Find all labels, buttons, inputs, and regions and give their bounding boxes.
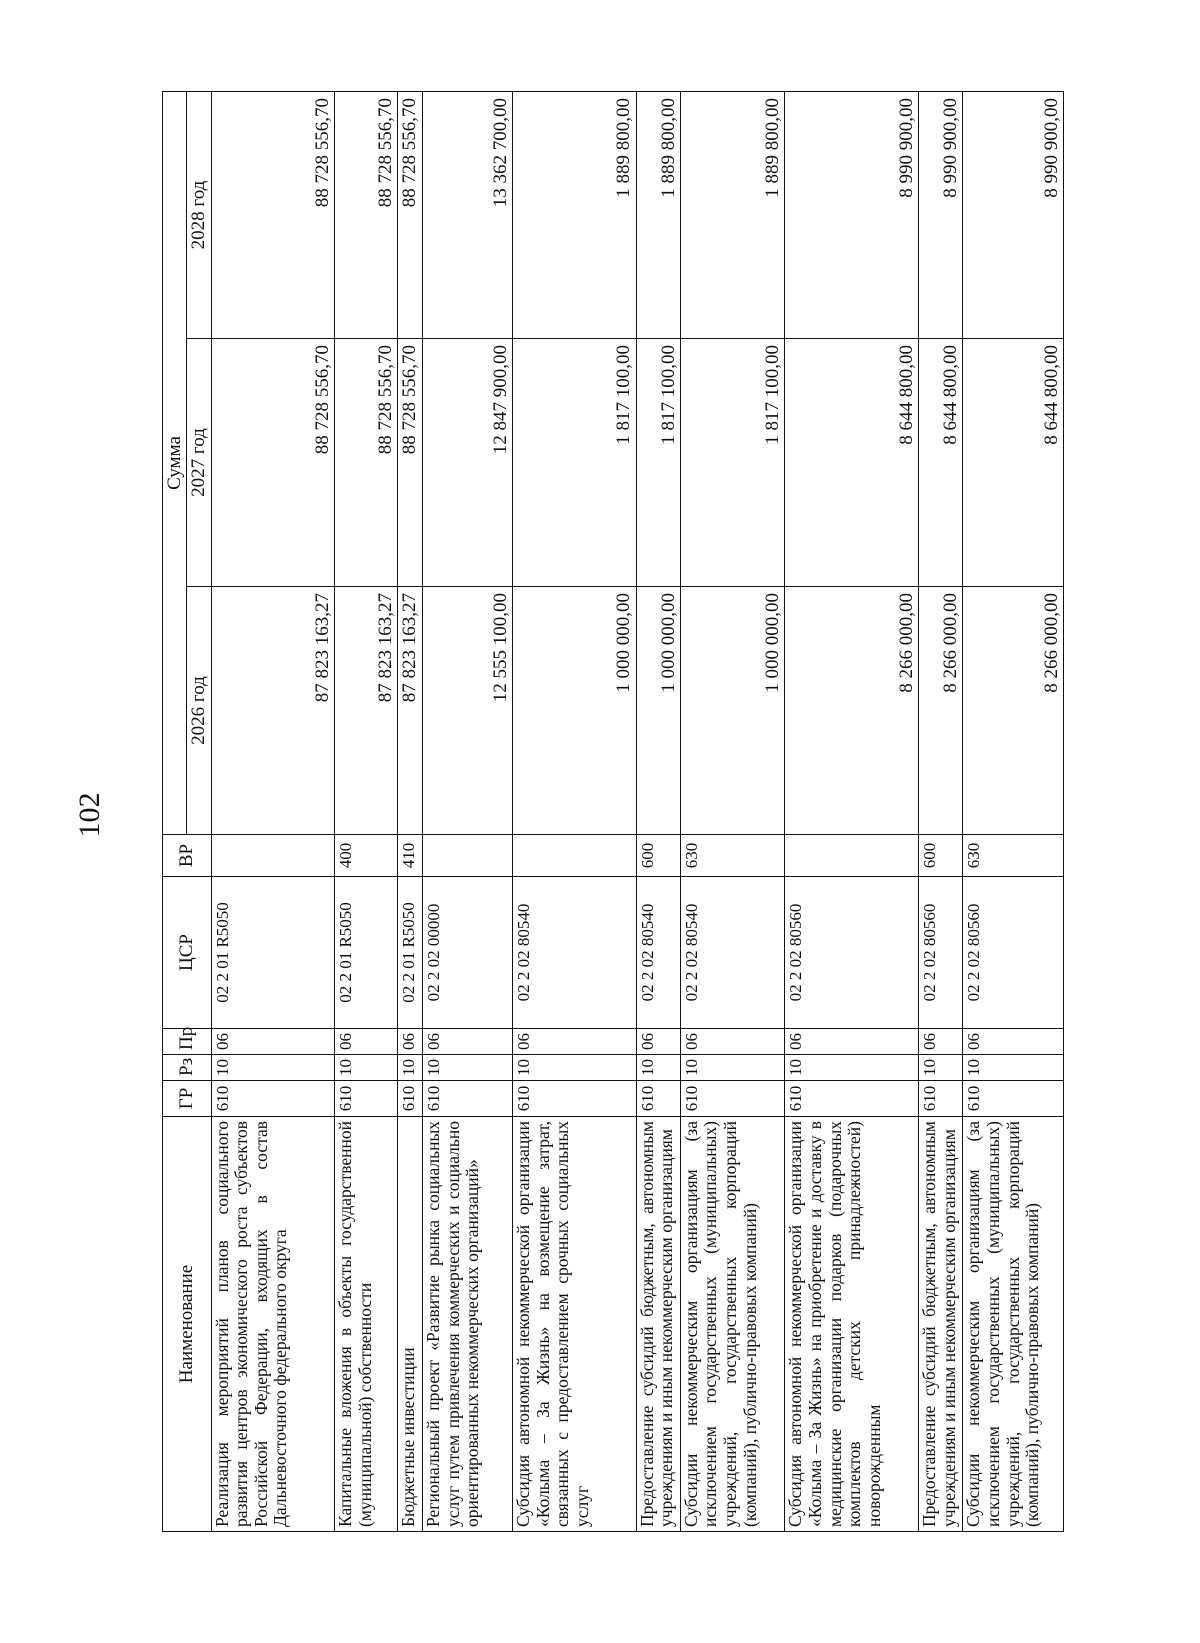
- row-sum-2026-cell: 87 823 163,27: [335, 587, 398, 835]
- header-pr: Пр: [163, 1029, 212, 1055]
- row-sum-2028-cell: 1 889 800,00: [513, 92, 636, 339]
- row-vr-cell: 630: [963, 835, 1064, 877]
- row-vr-cell: 410: [397, 835, 422, 877]
- table-row: [513, 92, 636, 1532]
- row-name-cell: Предоставление субсидий бюджетным, автономным учреждениям и иным некоммерческим организациям: [636, 1117, 680, 1532]
- table-row: [919, 92, 963, 1532]
- row-pr-cell: 06: [963, 1029, 1064, 1055]
- row-rz-cell: 10: [335, 1055, 398, 1081]
- row-sum-2028-cell: 1 889 800,00: [680, 92, 785, 339]
- budget-table-container: [162, 92, 1064, 1532]
- row-sum-2028-cell: 88 728 556,70: [335, 92, 398, 339]
- row-sum-2028-cell: 8 990 900,00: [785, 92, 919, 339]
- row-rz-cell: 10: [963, 1055, 1064, 1081]
- header-csr: ЦСР: [163, 877, 212, 1029]
- row-pr-cell: 06: [513, 1029, 636, 1055]
- page-number: 102: [73, 792, 106, 838]
- row-rz-cell: 10: [785, 1055, 919, 1081]
- row-sum-2026-cell: 1 000 000,00: [636, 587, 680, 835]
- row-csr-cell: 02 2 02 80560: [919, 877, 963, 1029]
- header-year-2028: 2028 год: [187, 92, 211, 339]
- row-vr-cell: [513, 835, 636, 877]
- header-vr: ВР: [163, 835, 212, 877]
- row-name-cell: Региональный проект «Развитие рынка социальных услуг путем привлечения коммерческих и социально ориентированных некоммерческих организаций»: [423, 1117, 513, 1532]
- row-sum-2026-cell: 1 000 000,00: [680, 587, 785, 835]
- row-sum-2027-cell: 1 817 100,00: [636, 339, 680, 587]
- row-sum-2028-cell: 13 362 700,00: [423, 92, 513, 339]
- table-row: [785, 92, 919, 1532]
- row-csr-cell: 02 2 02 80560: [785, 877, 919, 1029]
- row-rz-cell: 10: [919, 1055, 963, 1081]
- row-csr-cell: 02 2 01 R5050: [335, 877, 398, 1029]
- row-csr-cell: 02 2 01 R5050: [211, 877, 334, 1029]
- row-sum-2026-cell: 1 000 000,00: [513, 587, 636, 835]
- row-sum-2027-cell: 88 728 556,70: [211, 339, 334, 587]
- row-csr-cell: 02 2 02 80540: [636, 877, 680, 1029]
- row-csr-cell: 02 2 02 80560: [963, 877, 1064, 1029]
- row-name-cell: Субсидия автономной некоммерческой организации «Колыма – За Жизнь» на приобретение и доставку в медицинские организации подарков (подарочных комплектов детских принадлежностей) новорожденным: [785, 1117, 919, 1532]
- table-row: [335, 92, 398, 1532]
- row-sum-2027-cell: 8 644 800,00: [963, 339, 1064, 587]
- row-gr-cell: 610: [963, 1081, 1064, 1117]
- row-gr-cell: 610: [211, 1081, 334, 1117]
- row-gr-cell: 610: [423, 1081, 513, 1117]
- header-gr: ГР: [163, 1081, 212, 1117]
- row-name-cell: Субсидия автономной некоммерческой организации «Колыма – За Жизнь» на возмещение затрат, связанных с предоставлением срочных социальных услуг: [513, 1117, 636, 1532]
- row-gr-cell: 610: [335, 1081, 398, 1117]
- row-vr-cell: 600: [636, 835, 680, 877]
- row-rz-cell: 10: [423, 1055, 513, 1081]
- row-gr-cell: 610: [636, 1081, 680, 1117]
- row-vr-cell: 600: [919, 835, 963, 877]
- row-sum-2026-cell: 12 555 100,00: [423, 587, 513, 835]
- row-sum-2026-cell: 87 823 163,27: [211, 587, 334, 835]
- row-name-cell: Капитальные вложения в объекты государственной (муниципальной) собственности: [335, 1117, 398, 1532]
- row-name-cell: Бюджетные инвестиции: [397, 1117, 422, 1532]
- row-pr-cell: 06: [335, 1029, 398, 1055]
- row-pr-cell: 06: [680, 1029, 785, 1055]
- row-sum-2028-cell: 88 728 556,70: [397, 92, 422, 339]
- row-pr-cell: 06: [919, 1029, 963, 1055]
- row-gr-cell: 610: [785, 1081, 919, 1117]
- row-sum-2027-cell: 8 644 800,00: [919, 339, 963, 587]
- row-sum-2027-cell: 8 644 800,00: [785, 339, 919, 587]
- row-vr-cell: 630: [680, 835, 785, 877]
- row-vr-cell: [423, 835, 513, 877]
- budget-table: [162, 91, 1064, 1532]
- row-rz-cell: 10: [636, 1055, 680, 1081]
- row-gr-cell: 610: [680, 1081, 785, 1117]
- table-row: [680, 92, 785, 1532]
- row-vr-cell: [785, 835, 919, 877]
- row-vr-cell: 400: [335, 835, 398, 877]
- header-year-2027: 2027 год: [187, 339, 211, 587]
- table-row: [211, 92, 334, 1532]
- row-sum-2027-cell: 12 847 900,00: [423, 339, 513, 587]
- row-name-cell: Предоставление субсидий бюджетным, автономным учреждениям и иным некоммерческим организациям: [919, 1117, 963, 1532]
- table-row: [423, 92, 513, 1532]
- table-row: [636, 92, 680, 1532]
- row-pr-cell: 06: [636, 1029, 680, 1055]
- row-pr-cell: 06: [397, 1029, 422, 1055]
- row-sum-2026-cell: 8 266 000,00: [785, 587, 919, 835]
- row-csr-cell: 02 2 02 80540: [680, 877, 785, 1029]
- row-sum-2027-cell: 88 728 556,70: [335, 339, 398, 587]
- row-sum-2026-cell: 8 266 000,00: [963, 587, 1064, 835]
- table-row: [963, 92, 1064, 1532]
- table-row: [397, 92, 422, 1532]
- row-sum-2028-cell: 1 889 800,00: [636, 92, 680, 339]
- row-sum-2026-cell: 8 266 000,00: [919, 587, 963, 835]
- row-sum-2028-cell: 8 990 900,00: [919, 92, 963, 339]
- row-sum-2027-cell: 1 817 100,00: [513, 339, 636, 587]
- row-rz-cell: 10: [513, 1055, 636, 1081]
- row-pr-cell: 06: [785, 1029, 919, 1055]
- row-gr-cell: 610: [513, 1081, 636, 1117]
- row-rz-cell: 10: [397, 1055, 422, 1081]
- row-pr-cell: 06: [211, 1029, 334, 1055]
- row-csr-cell: 02 2 02 80540: [513, 877, 636, 1029]
- row-csr-cell: 02 2 02 00000: [423, 877, 513, 1029]
- row-gr-cell: 610: [397, 1081, 422, 1117]
- row-name-cell: Субсидии некоммерческим организациям (за исключением государственных (муниципальных) учреждений, государственных корпораций (компаний), публично-правовых компаний): [963, 1117, 1064, 1532]
- row-sum-2027-cell: 88 728 556,70: [397, 339, 422, 587]
- table-body: [211, 92, 1063, 1532]
- header-year-2026: 2026 год: [187, 587, 211, 835]
- row-rz-cell: 10: [211, 1055, 334, 1081]
- row-rz-cell: 10: [680, 1055, 785, 1081]
- header-name: Наименование: [163, 1117, 212, 1532]
- row-pr-cell: 06: [423, 1029, 513, 1055]
- row-name-cell: Реализация мероприятий планов социального развития центров экономического роста субъектов Российской Федерации, входящих в состав Дальневосточного федерального округа: [211, 1117, 334, 1532]
- row-vr-cell: [211, 835, 334, 877]
- header-sum: Сумма: [163, 92, 187, 835]
- row-sum-2028-cell: 8 990 900,00: [963, 92, 1064, 339]
- row-sum-2026-cell: 87 823 163,27: [397, 587, 422, 835]
- row-sum-2028-cell: 88 728 556,70: [211, 92, 334, 339]
- header-rz: Рз: [163, 1055, 212, 1081]
- row-gr-cell: 610: [919, 1081, 963, 1117]
- row-sum-2027-cell: 1 817 100,00: [680, 339, 785, 587]
- row-csr-cell: 02 2 01 R5050: [397, 877, 422, 1029]
- row-name-cell: Субсидии некоммерческим организациям (за исключением государственных (муниципальных) учреждений, государственных корпораций (компаний), публично-правовых компаний): [680, 1117, 785, 1532]
